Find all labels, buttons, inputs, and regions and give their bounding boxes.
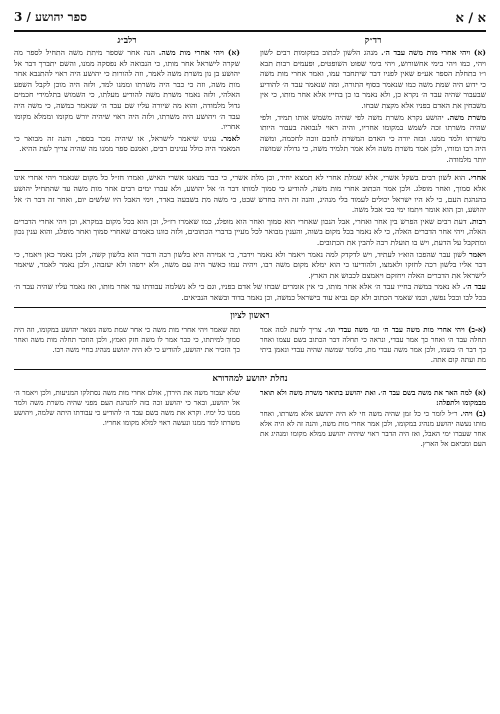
nachalat-paragraph xyxy=(14,388,240,428)
commentary-text: ענינו שיאמר לישראל, או שיהיה נזכר בספר, והנה זה מבואר כי המאמר היה כולל ענינים רבים, ואמנם ספר ממנו מה שהיה צריך לעת ההיא. xyxy=(14,133,240,154)
dibbur-hamatchil: (א-ב) ויהי אחרי מות משה עבד ה׳ וגו׳ משה עבדי וגו׳. xyxy=(324,325,486,335)
top-commentary-columns xyxy=(14,36,486,167)
rishon-letzion-columns xyxy=(14,325,486,366)
radak-paragraph xyxy=(260,113,486,166)
ralbag-title: רלב״ג xyxy=(117,35,137,46)
main-paragraph xyxy=(14,173,486,215)
section-divider xyxy=(14,369,486,370)
rishon-letzion-left xyxy=(14,325,240,366)
commentary-text: לא נאמר במשה בחייו עבד ה׳ אלא אחר מותו, כי אין אומרים שבחו של אדם בפניו, וגם כי לא נשלמה עבודתו עד אחר מותו, ואז נאמר עליו שהיה עבד ה׳ בכל לבו ובכל נפשו, וכמו שאמר הכתוב ולא קם נביא עוד בישראל כמשה, וכן נאמר בדוד ובשאר הנביאים. xyxy=(14,282,486,302)
commentary-text: דעת רבים שאין הפרש בין אחר ואחרי, אבל הנכון שאחרי הוא סמוך ואחר הוא מופלג, כמו שאמרו רז״ל, וכן הוא בכל מקום במקרא, וכן ויהי אחרי הדברים האלה, ויהי אחר הדברים האלה, כי לא נאמר בכל מקום בשוה, והענין מבואר לכל מעיין בדברי הכתובים, ולזה כוונו באמרם שאחרי סמוך ואחר מופלג, והוא ענין נכון ומתקבל על הדעת, ויש בו תועלת רבה להבין את הכתובים. xyxy=(14,216,486,247)
nachalat-yehoshua-left xyxy=(14,388,240,450)
commentary-text: מנהג הלשון לכתוב במקומות רבים לשון ויהי, כמו ויהי בימי אחשורוש, ויהי בימי שפוט השופטים, ופעמים רבות תבא ו״ו בתחלת הספר אע״פ שאין לפניו דבר שיתחבר עמו, ואמר אחרי מות משה כי ידוע היה שמת משה כמו שנאמר בסוף התורה, ומה שנאמר עבד ה׳ להודיע שבעבור שהיה עבד ה׳ נקרא כן, ולא נאמר בו כן בחייו אלא אחר מותו, כי אין משבחין את האדם בפניו אלא מקצת שבחו. xyxy=(260,48,486,111)
commentary-text: ר״ל לומר כי כל זמן שהיה משה חי לא היה יהושע אלא משרתו, ואחר מותו נעשה יהושע מנהיג במקומו, ולכן אמר אחרי מות משה, והנה זה לא היה אלא אחר שעברו ימי האבל, ואז היה הדבר ראוי שיהיה יהושע ממלא מקומו ומנהיג את העם ומביאם אל הארץ. xyxy=(260,409,486,449)
main-paragraph xyxy=(14,250,486,282)
nachalat-paragraph xyxy=(260,388,486,408)
dibbur-hamatchil: משרת משה. xyxy=(447,112,486,122)
header-rule xyxy=(14,30,486,32)
section-divider xyxy=(14,170,486,171)
nachalat-yehoshua-columns xyxy=(14,388,486,450)
chapter-verse-label: א / א xyxy=(455,11,486,26)
rishon-letzion-right xyxy=(260,325,486,366)
page xyxy=(14,8,486,708)
radak-title: רד״ק xyxy=(364,35,382,46)
commentary-text: לשון עבר שהפכו הוא״ו לעתיד, ויש לדקדק למה נאמר ויאמר ולא נאמר וידבר, כי אמירה היא בלשון רכה ודבור הוא בלשון קשה, ולכן נאמר כאן ויאמר, כי דבר אליו בלשון רכה לחזקו ולאמצו, ולהודיעו כי הוא ימלא מקום משה רבו, ויהיה עמו כאשר היה עם משה, ולא ירפהו ולא יעזבהו, ולכן נאמר לאמר, שיאמר לישראל את הדברים האלה ויחזקם ויאמצם לכבוש את הארץ. xyxy=(14,249,486,280)
ralbag-paragraph xyxy=(14,48,240,133)
commentary-text: יהושע נקרא משרת משה לפי שהיה משמש אותו תמיד, ולפי שהיה משרתו זכה לשמש במקומו אחריו, והיה ראוי לנבואה בעבור היותו משרתו ולמד ממנו. ובזה יורה כי האדם המשרת לחכם זוכה לחכמה, ומשה היה רבו ומורו, ולכן אמר משרת משה ולא אמר תלמיד משה, כי גדולה שמושה יותר מלמודה. xyxy=(260,112,486,165)
dibbur-hamatchil: ויאמר xyxy=(468,249,486,259)
dibbur-hamatchil: (א) למה האר את משה בשם עבד ה׳. ואת יהושע בתואר משרת משה ולא תואר מבמקומו ולתפלה: xyxy=(260,388,486,408)
main-paragraph xyxy=(14,217,486,249)
nachalat-yehoshua-right xyxy=(260,388,486,450)
section-divider xyxy=(14,307,486,308)
rishon-paragraph xyxy=(260,325,486,365)
main-commentary xyxy=(14,173,486,303)
main-paragraph xyxy=(14,282,486,303)
nachalat-yehoshua-title: נחלת יהושע למהדורא xyxy=(212,374,288,385)
dibbur-hamatchil: לאמר. xyxy=(220,133,240,143)
radak-paragraph xyxy=(260,48,486,112)
radak-column xyxy=(260,36,486,167)
rishon-paragraph xyxy=(14,325,240,355)
page-header xyxy=(14,8,486,28)
dibbur-hamatchil: עבד ה׳. xyxy=(462,282,486,292)
nachalat-paragraph xyxy=(260,409,486,449)
commentary-text: שלא יעבור משה את הירדן, אולם אחרי מות משה נסתלקו המניעות, ולכן ויאמר ה׳ אל יהושע, ובאר כי יהושע זכה בזה להנהגת העם מפני שהיה משרת משה ולמד ממנו כל ימיו. וקרא את משה בשם עבד ה׳ להודיע כי עבודתו היתה שלמה, ויהושע משרתו למד ממנו ונעשה ראוי למלא מקומו אחריו. xyxy=(14,388,240,428)
rishon-letzion-title: ראשון לציון xyxy=(230,311,270,322)
commentary-text: ומה שאמר ויהי אחרי מות משה כי אחר שמת משה נשאר יהושע במקומו, וזה היה סמוך למיתתו, כי כבר אמר לו משה חזק ואמץ, ולכן הוזכר תחלה מות משה ואחר כך הזכיר את יהושע, להודיע כי לא היה יהושע מנהיג בחיי משה רבו. xyxy=(14,325,240,355)
dibbur-hamatchil: (א) ויהי אחרי מות משה. xyxy=(158,48,240,58)
dibbur-hamatchil: (ב) ויהי. xyxy=(460,409,486,419)
commentary-text: הוא לשון רבים בשקל אשרי, אלא שמלת אחרי לא תמצא יחיד, וכן מלת אשרי, כי כבר מצאנו אשרי האיש, ואמרו חז״ל כל מקום שנאמר ויהי אחרי אינו אלא סמוך, ואחר מופלג. ולכן אמר הכתוב אחרי מות משה, להודיע כי סמוך למותו דבר ה׳ אל יהושע, ולא עברו ימים רבים אחר מות משה עד שהתחיל יהושע בהנהגת העם, כי לא היו ישראל יכולים לעמוד בלי מנהיג, והנה זה היה בחדש שבט, כי משה מת בשבעה באדר, וימי האבל היו שלשים יום, ואחר זה דבר ה׳ אל יהושע, וכן הוא אומר ויתמו ימי בכי אבל משה. xyxy=(14,173,486,215)
commentary-text: הנה אחר שספר מיתת משה התחיל לספר מה שקרה לישראל אחר מותו, כי הנבואה לא נפסקה ממנו, והשם יתברך דבר אל יהושע בן נון משרת משה לאמר, וזה להורות כי יהושע היה ראוי להתנבא אחר מות משה, וזה כי כבר היה משרתו וממנו למד, ולזה היה מוכן לקבל השפע האלהי, ולזה נאמר משרת משה להודיע מעלתו, כי השמוש בתלמידי חכמים גדול מלמודה, והוא מה שיורה עליו שם עבד ה׳ שנאמר במשה, כי משה היה עבד ה׳ ויהושע היה משרתו, ולזה היה ראוי שיהיה יורש מקומו וממלא מקומו אחריו. xyxy=(14,48,240,132)
dibbur-hamatchil: רבות. xyxy=(469,216,486,226)
dibbur-hamatchil: (א) ויהי אחרי מות משה עבד ה׳. xyxy=(381,48,486,58)
ralbag-column xyxy=(14,36,240,167)
ralbag-paragraph xyxy=(14,134,240,155)
book-title-page-number: ספר יהושע / 3 xyxy=(14,10,87,24)
commentary-text: צריך לדעת למה אמר תחלה עבד ה׳ ואחר כך אמר עבדי, ונראה כי תחלה דבר הכתוב בשם עצמו ואחר כך דבר ה׳ בשמו, ולכן אמר משה עבדי מת, כלומר שמשה שהיה עבדי ונאמן ביתי מת ועתה קום אתה. xyxy=(260,325,486,365)
dibbur-hamatchil: אחרי. xyxy=(468,173,486,183)
